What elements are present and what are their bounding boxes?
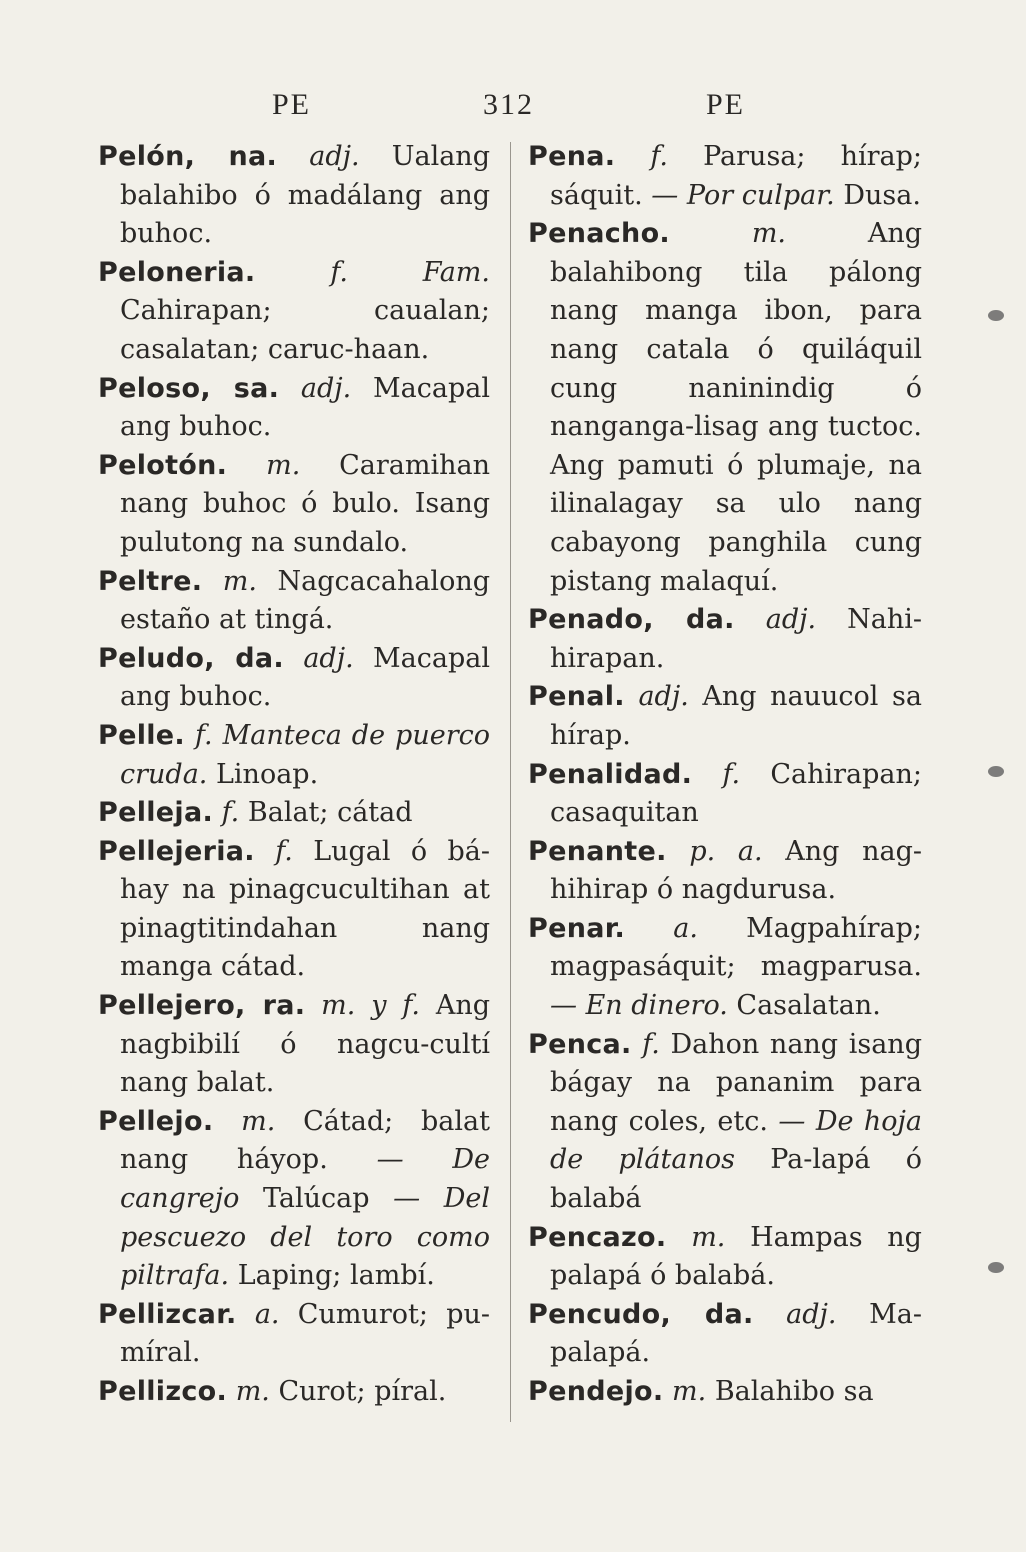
entry-headword: Penar. <box>528 912 626 944</box>
entry-headword: Pelón, na. <box>98 141 278 172</box>
entry-headword: Pencazo. <box>528 1221 667 1253</box>
entry-headword: Pelotón. <box>98 449 228 481</box>
entry-headword: Penante. <box>528 835 667 867</box>
entry-abbreviation: adj. <box>786 1298 837 1330</box>
entry-abbreviation: m. <box>751 218 786 250</box>
entry-definition: Dahon nang isang bágay na pananim para nang coles, etc. <box>550 1028 922 1137</box>
page-number: 312 <box>483 88 534 121</box>
entry-abbreviation: adj. <box>300 372 352 404</box>
dictionary-entry <box>98 640 490 717</box>
entry-abbreviation: p. a. <box>689 835 763 867</box>
header-right-guide: PE <box>706 88 746 121</box>
entry-headword: Pellejeria. <box>98 835 255 867</box>
entry-definition: Nagcacahalong estaño at tingá. <box>120 565 490 636</box>
entry-definition: Ang balahibong tila pálong nang manga ibon, para nang catala ó quiláquil cung naninindig ó nanganga-lisag ang tuctoc. Ang pamuti ó plumaje, na ilinalagay sa ulo nang cabayong panghila cung pistang malaquí. <box>550 218 922 597</box>
entry-definition: Macapal ang buhoc. <box>120 372 490 443</box>
entry-definition: Cahirapan; caualan; casalatan; caruc-haan. <box>120 295 490 365</box>
entry-headword: Pena. <box>528 141 616 172</box>
entry-abbreviation: adj. <box>765 604 817 636</box>
entry-abbreviation: m. <box>266 449 301 481</box>
entry-subphrase: — Del pescuezo del toro como piltrafa. <box>120 1183 490 1292</box>
entry-abbreviation: f. Manteca de puerco cruda. <box>120 719 490 790</box>
dictionary-entry <box>528 1296 922 1373</box>
page-header <box>0 88 1026 128</box>
entry-definition: Talúcap <box>263 1183 370 1215</box>
entry-headword: Pelleja. <box>98 797 214 829</box>
entry-abbreviation: m. <box>222 565 257 597</box>
right-column <box>528 138 922 1412</box>
entry-subphrase: — De hoja de plátanos <box>550 1105 922 1176</box>
dictionary-entry <box>98 1103 490 1296</box>
entry-definition: Balat; cátad <box>247 797 413 829</box>
entry-definition: Lugal ó bá-hay na pinagcucultihan at pinagtitindahan nang manga cátad. <box>120 835 490 983</box>
entry-headword: Penal. <box>528 681 625 713</box>
dictionary-entry <box>528 833 922 910</box>
entry-headword: Pellejero, ra. <box>98 990 306 1022</box>
entry-abbreviation: m. y f. <box>321 990 420 1022</box>
header-left-guide: PE <box>272 88 312 121</box>
entry-abbreviation: m. <box>235 1376 270 1407</box>
entry-subphrase: — De cangrejo <box>120 1144 490 1215</box>
entry-definition: Casalatan. <box>736 990 881 1022</box>
dictionary-entry <box>528 1219 922 1296</box>
entry-abbreviation: f. Fam. <box>330 256 490 288</box>
entry-definition: Ma-palapá. <box>550 1298 922 1369</box>
entry-definition: Ualang balahibo ó madálang ang buhoc. <box>120 141 490 250</box>
entry-abbreviation: m. <box>241 1105 276 1137</box>
dictionary-entry <box>98 563 490 640</box>
entry-headword: Pendejo. <box>528 1376 664 1407</box>
margin-tab-mark <box>988 310 1004 321</box>
entry-definition: Ang nag-hihirap ó nagdurusa. <box>550 835 922 906</box>
entry-headword: Pencudo, da. <box>528 1298 754 1330</box>
dictionary-entry <box>98 794 490 833</box>
entry-headword: Penca. <box>528 1028 632 1060</box>
entry-definition: Ang nauucol sa hírap. <box>550 681 922 751</box>
entry-abbreviation: f. <box>221 797 240 829</box>
entry-abbreviation: f. <box>722 758 741 790</box>
entry-abbreviation: f. <box>650 141 669 172</box>
dictionary-entry <box>98 833 490 987</box>
entry-abbreviation: a. <box>254 1298 280 1330</box>
entry-definition: Macapal ang buhoc. <box>120 642 490 713</box>
entry-definition: Pa-lapá ó balabá <box>550 1144 922 1215</box>
margin-tab-mark <box>988 766 1004 777</box>
dictionary-entry <box>528 215 922 601</box>
entry-abbreviation: adj. <box>303 642 354 674</box>
entry-headword: Penalidad. <box>528 758 693 790</box>
entry-definition: Balahibo sa <box>714 1376 874 1407</box>
dictionary-entry <box>98 370 490 447</box>
entry-abbreviation: m. <box>672 1376 707 1407</box>
dictionary-entry <box>528 756 922 833</box>
entry-abbreviation: f. <box>275 835 293 867</box>
entry-headword: Pellejo. <box>98 1105 214 1137</box>
dictionary-entry <box>98 138 490 254</box>
entry-definition: Ang nagbibilí ó nagcu-cultí nang balat. <box>120 990 490 1099</box>
dictionary-entry <box>528 1026 922 1219</box>
entry-abbreviation: adj. <box>309 141 360 172</box>
entry-abbreviation: m. <box>691 1221 726 1253</box>
entry-headword: Pellizcar. <box>98 1298 237 1330</box>
entry-definition: Caramihan nang buhoc ó bulo. Isang pulutong na sundalo. <box>120 449 490 558</box>
entry-headword: Penado, da. <box>528 604 735 636</box>
margin-tab-mark <box>988 1262 1004 1273</box>
entry-definition: Laping; lambí. <box>237 1260 435 1292</box>
entry-headword: Peloso, sa. <box>98 372 280 404</box>
entry-headword: Peludo, da. <box>98 642 284 674</box>
entry-definition: Nahi-hirapan. <box>550 604 922 674</box>
entry-subphrase: — Por culpar. <box>651 179 835 211</box>
dictionary-entry <box>528 138 922 215</box>
dictionary-entry <box>98 987 490 1103</box>
dictionary-entry <box>98 717 490 794</box>
entry-headword: Peltre. <box>98 565 203 597</box>
entry-definition: Curot; píral. <box>278 1376 447 1407</box>
entry-definition: Cumurot; pu-míral. <box>120 1298 490 1369</box>
entry-definition: Cahirapan; casaquitan <box>550 758 922 829</box>
entry-definition: Dusa. <box>843 179 921 211</box>
column-divider <box>510 142 511 1422</box>
entry-definition: Linoap. <box>215 758 319 790</box>
dictionary-entry <box>528 1373 922 1412</box>
dictionary-entry <box>98 1373 490 1412</box>
entry-definition: Cátad; balat nang háyop. <box>120 1105 490 1176</box>
entry-abbreviation: a. <box>673 912 698 944</box>
entry-definition: Magpahírap; magpasáquit; magparusa. <box>550 912 922 983</box>
entry-definition: Parusa; hírap; sáquit. <box>550 141 922 211</box>
entry-headword: Pellizco. <box>98 1376 228 1407</box>
dictionary-entry <box>98 1296 490 1373</box>
dictionary-entry <box>98 254 490 370</box>
dictionary-entry <box>528 601 922 678</box>
entry-headword: Pelle. <box>98 719 185 751</box>
entry-headword: Penacho. <box>528 218 670 250</box>
dictionary-entry <box>98 447 490 563</box>
entry-subphrase: — En dinero. <box>550 990 728 1022</box>
entry-headword: Peloneria. <box>98 256 256 288</box>
left-column <box>98 138 490 1412</box>
entry-abbreviation: adj. <box>638 681 689 713</box>
dictionary-entry <box>528 678 922 755</box>
dictionary-entry <box>528 910 922 1026</box>
entry-definition: Hampas ng palapá ó balabá. <box>550 1221 922 1292</box>
entry-abbreviation: f. <box>642 1028 660 1060</box>
